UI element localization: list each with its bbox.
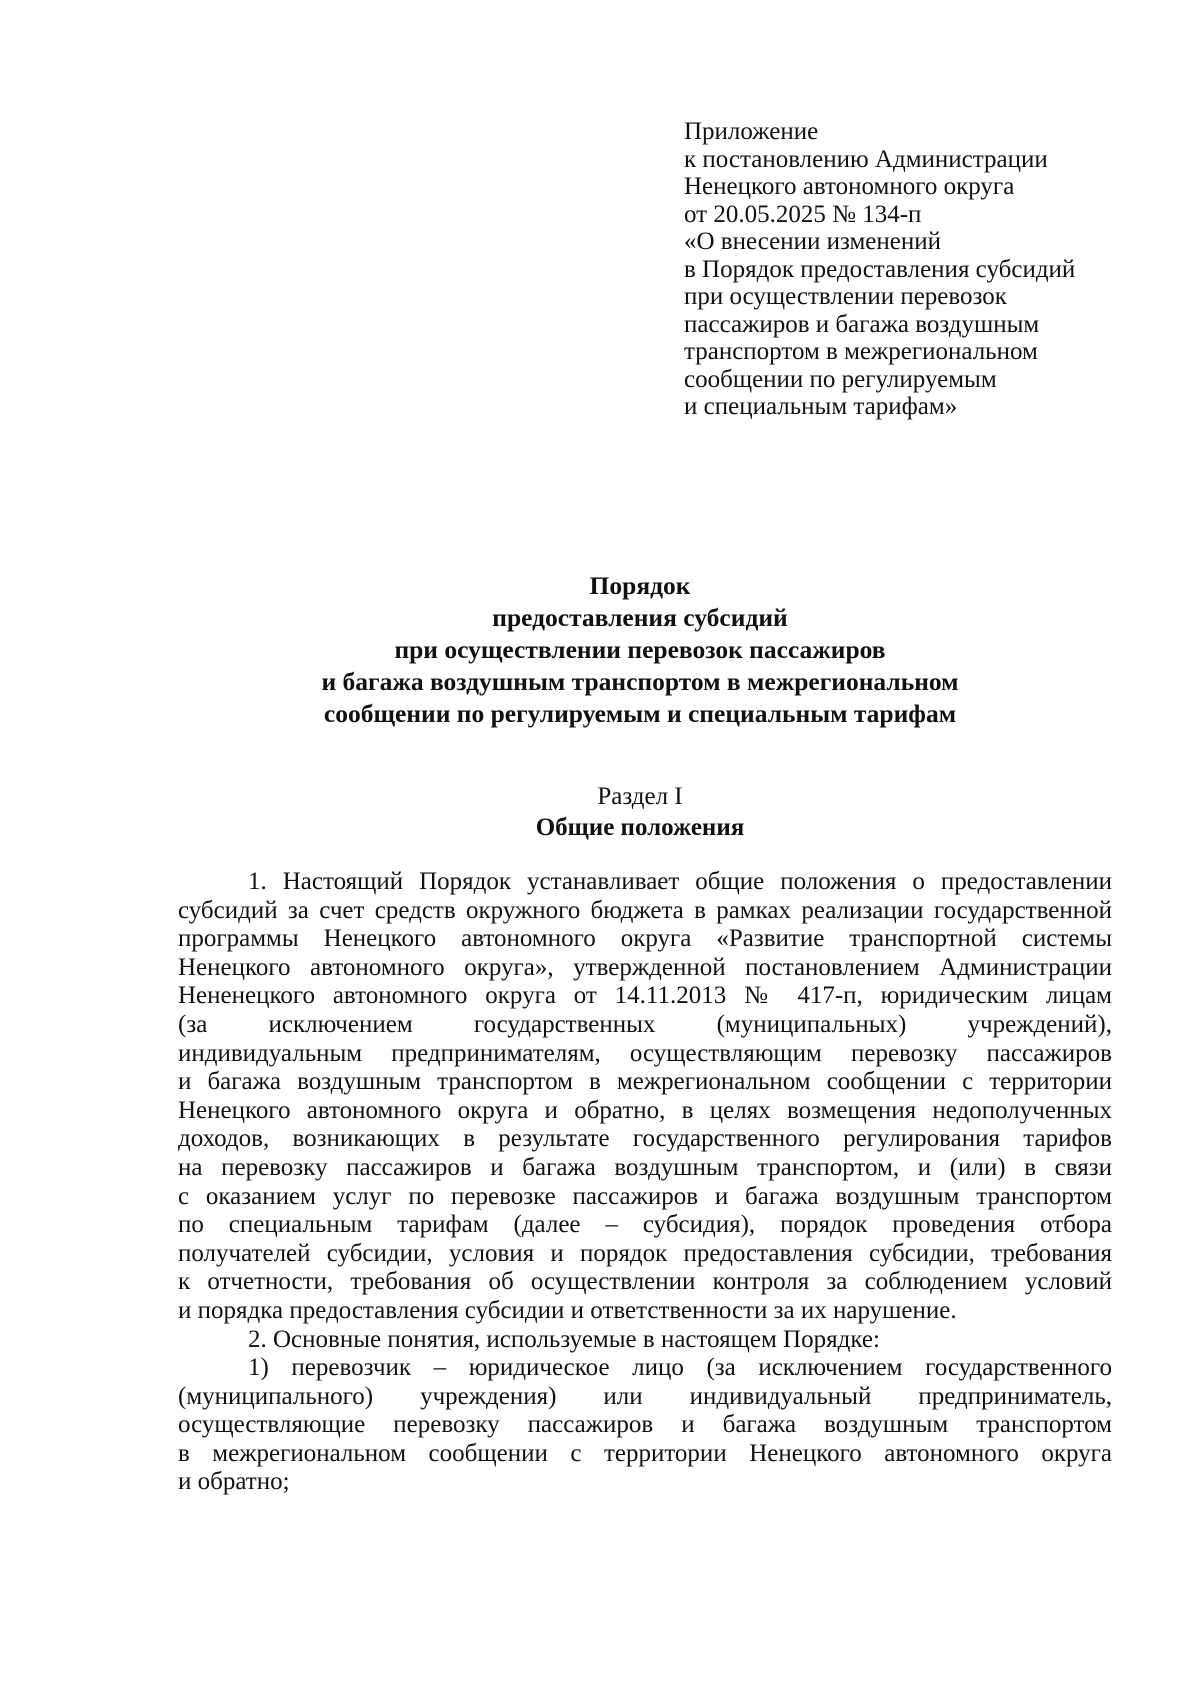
paragraph-line: Нененецкого автономного округа от 14.11.2013 № 417-п, юридическим лицам <box>178 982 1112 1010</box>
paragraph-line: индивидуальным предпринимателям, осуществляющим перевозку пассажиров <box>178 1039 1112 1067</box>
appendix-block <box>684 118 1154 421</box>
title-line: и багажа воздушным транспортом в межрегиональном <box>321 667 959 696</box>
section-name: Общие положения <box>535 814 745 841</box>
paragraph-line: (за исключением государственных (муниципальных) учреждений), <box>178 1010 1112 1038</box>
document-body <box>178 868 1112 1497</box>
paragraph-line: (муниципального) учреждения) или индивидуальный предприниматель, <box>178 1382 1112 1410</box>
paragraph <box>178 1326 1112 1355</box>
section-number: Раздел I <box>597 783 683 810</box>
title-line: сообщении по регулируемым и специальным тарифам <box>323 699 957 728</box>
appendix-line: от 20.05.2025 № 134-п <box>684 200 922 228</box>
paragraph-line: 1) перевозчик – юридическое лицо (за исключением государственного <box>248 1354 1112 1382</box>
appendix-line: в Порядок предоставления субсидий <box>684 255 1076 283</box>
paragraph-line: Ненецкого автономного округа», утвержденной постановлением Администрации <box>178 953 1112 981</box>
paragraph-line: получателей субсидии, условия и порядок предоставления субсидии, требования <box>178 1239 1112 1267</box>
appendix-line: транспортом в межрегиональном <box>684 338 1038 365</box>
appendix-line: при осуществлении перевозок <box>684 283 1007 310</box>
paragraph-line: программы Ненецкого автономного округа «Развитие транспортной системы <box>178 925 1112 953</box>
paragraph-line: доходов, возникающих в результате государственного регулирования тарифов <box>178 1125 1112 1153</box>
paragraph <box>178 868 1112 1326</box>
title-line: предоставления субсидий <box>492 603 788 632</box>
appendix-line: пассажиров и багажа воздушным <box>684 310 1040 338</box>
paragraph <box>178 1354 1112 1497</box>
paragraph-line: с оказанием услуг по перевозке пассажиров и багажа воздушным транспортом <box>178 1182 1112 1210</box>
paragraph-line: в межрегиональном сообщении с территории Ненецкого автономного округа <box>178 1439 1112 1467</box>
paragraph-line: и багажа воздушным транспортом в межрегиональном сообщении с территории <box>178 1068 1112 1096</box>
paragraph-line: субсидий за счет средств окружного бюджета в рамках реализации государственной <box>178 896 1112 924</box>
title-line: Порядок <box>589 571 691 600</box>
paragraph-line: по специальным тарифам (далее – субсидия), порядок проведения отбора <box>178 1211 1112 1239</box>
paragraph-line: Ненецкого автономного округа и обратно, в целях возмещения недополученных <box>178 1096 1112 1124</box>
appendix-line: Ненецкого автономного округа <box>684 173 1015 200</box>
section-heading <box>180 781 1100 843</box>
appendix-line: сообщении по регулируемым <box>684 365 997 393</box>
paragraph-line: к отчетности, требования об осуществлении контроля за соблюдением условий <box>178 1268 1112 1296</box>
paragraph-line: 1. Настоящий Порядок устанавливает общие положения о предоставлении <box>248 868 1112 895</box>
appendix-line: «О внесении изменений <box>684 228 942 255</box>
paragraph-line: и обратно; <box>178 1468 290 1496</box>
paragraph-line: на перевозку пассажиров и багажа воздушным транспортом, и (или) в связи <box>178 1153 1112 1181</box>
appendix-line: и специальным тарифам» <box>684 393 958 420</box>
document-title <box>180 570 1100 730</box>
appendix-line: Приложение <box>684 118 819 145</box>
title-line: при осуществлении перевозок пассажиров <box>394 635 886 664</box>
paragraph-line: осуществляющие перевозку пассажиров и багажа воздушным транспортом <box>178 1411 1112 1439</box>
paragraph-line: и порядка предоставления субсидии и ответственности за их нарушение. <box>178 1296 957 1324</box>
appendix-line: к постановлению Администрации <box>684 145 1048 173</box>
paragraph-line: 2. Основные понятия, используемые в настоящем Порядке: <box>248 1325 880 1353</box>
